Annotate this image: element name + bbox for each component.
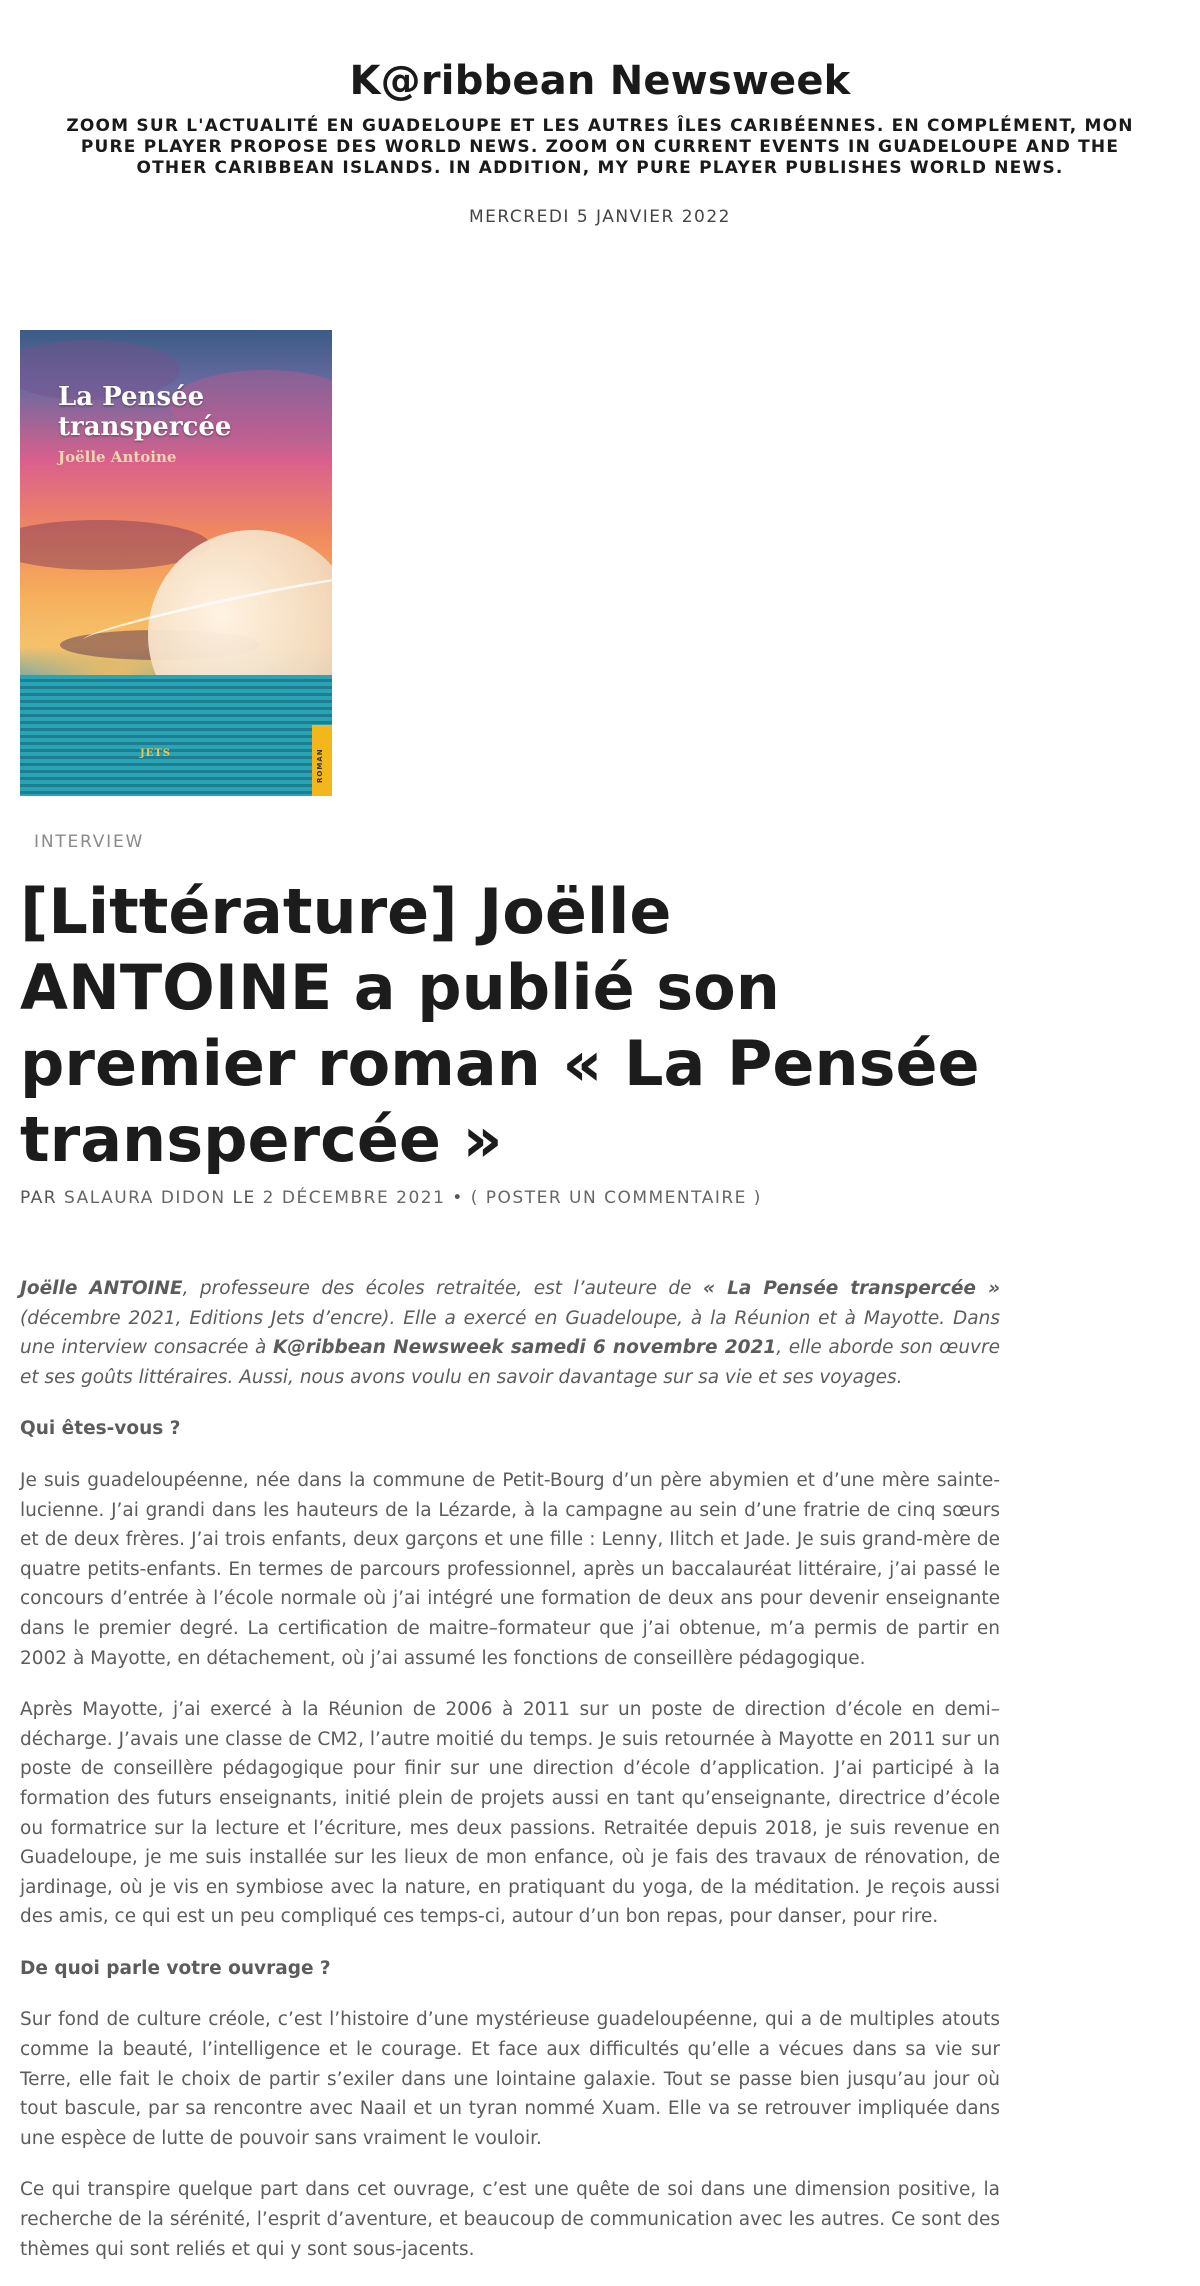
question-2: De quoi parle votre ouvrage ? — [20, 1957, 331, 1979]
date-link[interactable]: 2 DÉCEMBRE 2021 — [262, 1188, 446, 1208]
cover-title-line1: La Pensée — [58, 382, 205, 412]
intro-text-1: , professeure des écoles retraitée, est l’auteure de — [182, 1278, 704, 1299]
meta-on: LE — [232, 1188, 256, 1208]
comment-link[interactable]: ( POSTER UN COMMENTAIRE ) — [470, 1188, 762, 1208]
intro-name: Joëlle ANTOINE — [20, 1278, 183, 1299]
author-link[interactable]: SALAURA DIDON — [64, 1188, 226, 1208]
intro-magazine: K@ribbean Newsweek samedi 6 novembre 2021 — [272, 1337, 777, 1359]
article-body — [20, 1274, 1000, 2264]
answer-paragraph-4: Ce qui transpire quelque part dans cet ouvrage, c’est une quête de soi dans une dimension positive, la recherche de la sérénité, l’esprit d’aventure, et beaucoup de communication avec les autres. Ce sont des thèmes qui sont reliés et qui y sont sous-jacents. — [20, 2179, 1000, 2260]
current-date: MERCREDI 5 JANVIER 2022 — [469, 207, 731, 227]
cover-author: Joëlle Antoine — [58, 448, 177, 466]
cover-title — [58, 382, 231, 442]
site-title-link[interactable]: K@ribbean Newsweek — [349, 58, 851, 104]
book-cover-image[interactable] — [20, 330, 332, 796]
site-tagline: ZOOM SUR L'ACTUALITÉ EN GUADELOUPE ET LES AUTRES ÎLES CARIBÉENNES. EN COMPLÉMENT, MON PURE PLAYER PROPOSE DES WORLD NEWS. ZOOM ON CURRENT EVENTS IN GUADELOUPE AND THE OTHER CARIBBEAN ISLANDS. IN ADDITION, MY PURE PLAYER PUBLISHES WORLD NEWS. — [66, 116, 1134, 178]
cover-band-label: ROMAN — [316, 748, 324, 783]
intro-book: « La Pensée transpercée » — [703, 1278, 1000, 1299]
sea-graphic — [20, 675, 332, 796]
cover-band — [312, 725, 332, 796]
article — [20, 330, 1000, 2286]
answer-paragraph-3: Sur fond de culture créole, c’est l’histoire d’une mystérieuse guadeloupéenne, qui a de multiples atouts comme la beauté, l’intelligence et le courage. Et face aux difficultés qu’elle a vécues dans sa vie sur Terre, elle fait le choix de partir s’exiler dans une lointaine galaxie. Tout se passe bien jusqu’au jour où tout bascule, par sa rencontre avec Naail et un tyran nommé Xuam. Elle va se retrouver impliquée dans une espèce de lutte de pouvoir sans vraiment le vouloir. — [20, 2009, 1000, 2149]
site-title — [0, 58, 1200, 104]
post-meta — [20, 1188, 1000, 1208]
meta-separator: • — [452, 1188, 464, 1208]
intro-text-3: , elle aborde son œuvre et ses goûts littéraires. Aussi, nous avons voulu en savoir davantage sur sa vie et ses voyages. — [20, 1337, 1000, 1388]
answer-paragraph-2: Après Mayotte, j’ai exercé à la Réunion de 2006 à 2011 sur un poste de direction d’école en demi–décharge. J’avais une classe de CM2, l’autre moitié du temps. Je suis retournée à Mayotte en 2011 sur un poste de conseillère pédagogique pour finir sur une direction d’école d’application. J’ai participé à la formation des futurs enseignants, initié plein de projets aussi en tant qu’enseignante, directrice d’école ou formatrice sur la lecture et l’écriture, mes deux passions. Retraitée depuis 2018, je suis revenue en Guadeloupe, je me suis installée sur les lieux de mon enfance, où je fais des travaux de rénovation, de jardinage, où je vis en symbiose avec la nature, en pratiquant du yoga, de la méditation. Je reçois aussi des amis, ce qui est un peu compliqué ces temps-ci, autour d’un bon repas, pour danser, pour rire. — [20, 1699, 1000, 1928]
meta-by: PAR — [20, 1188, 58, 1208]
intro-text-2: (décembre 2021, Editions Jets d’encre). Elle a exercé en Guadeloupe, à la Réunion et à Mayotte. Dans une interview consacrée à — [20, 1307, 1000, 1359]
publisher-logo: JETS — [140, 748, 172, 759]
question-1: Qui êtes-vous ? — [20, 1418, 181, 1440]
intro-paragraph — [20, 1274, 1000, 1392]
post-title: [Littérature] Joëlle ANTOINE a publié son premier roman « La Pensée transpercée » — [20, 875, 980, 1176]
answer-paragraph-1: Je suis guadeloupéenne, née dans la commune de Petit-Bourg d’un père abymien et d’une mère sainte-lucienne. J’ai grandi dans les hauteurs de la Lézarde, à la campagne au sein d’une fratrie de cinq sœurs et de deux frères. J’ai trois enfants, deux garçons et une fille : Lenny, Ilitch et Jade. Je suis grand-mère de quatre petits-enfants. En termes de parcours professionnel, après un baccalauréat littéraire, j’ai passé le concours d’entrée à l’école normale où j’ai intégré une formation de deux ans pour devenir enseignante dans le premier degré. La certification de maitre–formateur que j’ai obtenue, m’a permis de partir en 2002 à Mayotte, en détachement, où j’ai assumé les fonctions de conseillère pédagogique. — [20, 1469, 1000, 1669]
category-link[interactable]: INTERVIEW — [34, 832, 145, 852]
cover-title-line2: transpercée — [58, 412, 232, 442]
site-header — [0, 0, 1200, 227]
